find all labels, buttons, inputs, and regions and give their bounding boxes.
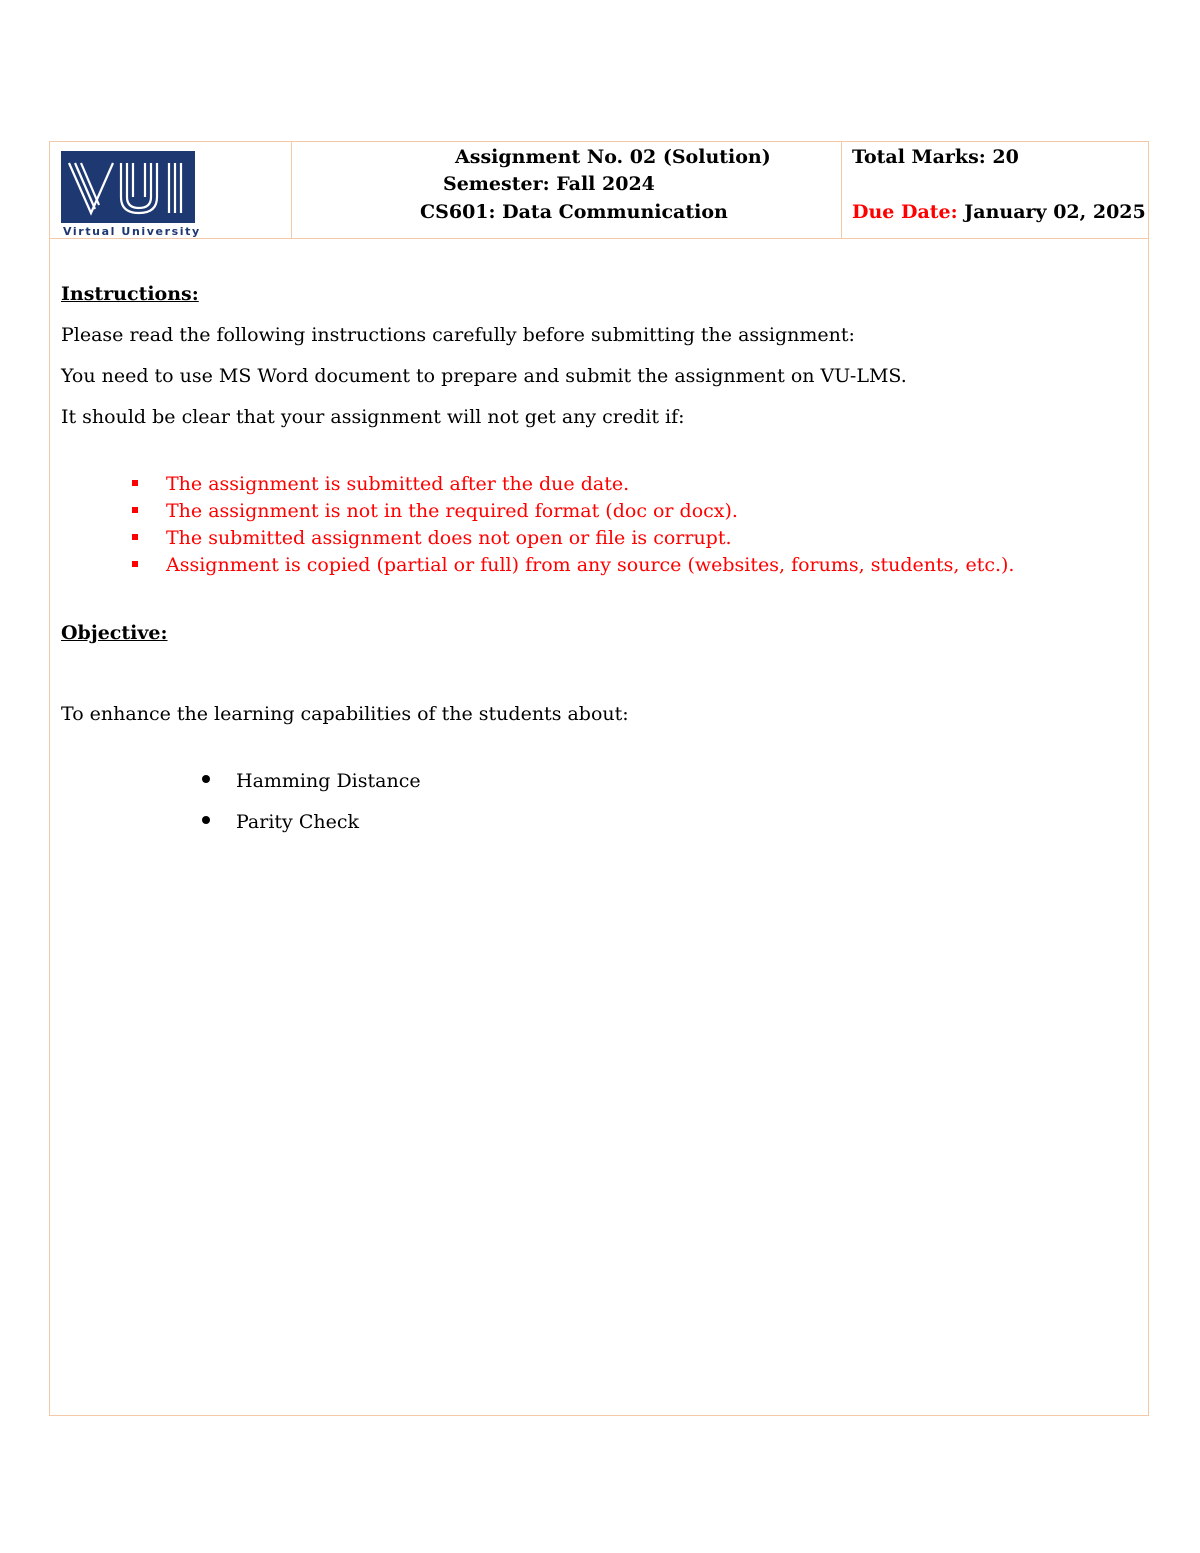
assignment-title: Assignment No. 02 (Solution) [455, 146, 771, 168]
red-square-bullet-icon [132, 507, 138, 513]
objective-heading: Objective: [61, 622, 168, 644]
round-bullet-icon [202, 775, 210, 783]
condition-item: The assignment is submitted after the due date. [166, 473, 630, 495]
condition-item: The submitted assignment does not open or file is corrupt. [166, 527, 732, 549]
header-divider [291, 141, 292, 239]
vu-logo-letters-icon [61, 151, 195, 223]
vu-logo-mark [61, 151, 195, 223]
condition-item: The assignment is not in the required format (doc or docx). [166, 500, 738, 522]
objective-intro: To enhance the learning capabilities of the students about: [61, 703, 629, 725]
vu-logo [61, 151, 201, 239]
due-date-label: Due Date: [852, 201, 958, 223]
due-date [852, 201, 1146, 223]
instruction-line: It should be clear that your assignment will not get any credit if: [61, 406, 685, 428]
instruction-line: Please read the following instructions carefully before submitting the assignment: [61, 324, 855, 346]
red-square-bullet-icon [132, 561, 138, 567]
course-label: CS601: Data Communication [420, 201, 728, 223]
round-bullet-icon [202, 816, 210, 824]
instructions-heading: Instructions: [61, 283, 199, 305]
red-square-bullet-icon [132, 534, 138, 540]
objective-topic: Parity Check [236, 811, 359, 833]
total-marks: Total Marks: 20 [852, 146, 1019, 168]
semester-label: Semester: Fall 2024 [443, 173, 655, 195]
due-date-value: January 02, 2025 [957, 201, 1146, 223]
condition-item: Assignment is copied (partial or full) from any source (websites, forums, students, etc.). [166, 554, 1015, 576]
instruction-line: You need to use MS Word document to prepare and submit the assignment on VU-LMS. [61, 365, 907, 387]
header-divider [841, 141, 842, 239]
objective-topic: Hamming Distance [236, 770, 421, 792]
red-square-bullet-icon [132, 480, 138, 486]
vu-logo-caption: Virtual University [63, 225, 201, 238]
